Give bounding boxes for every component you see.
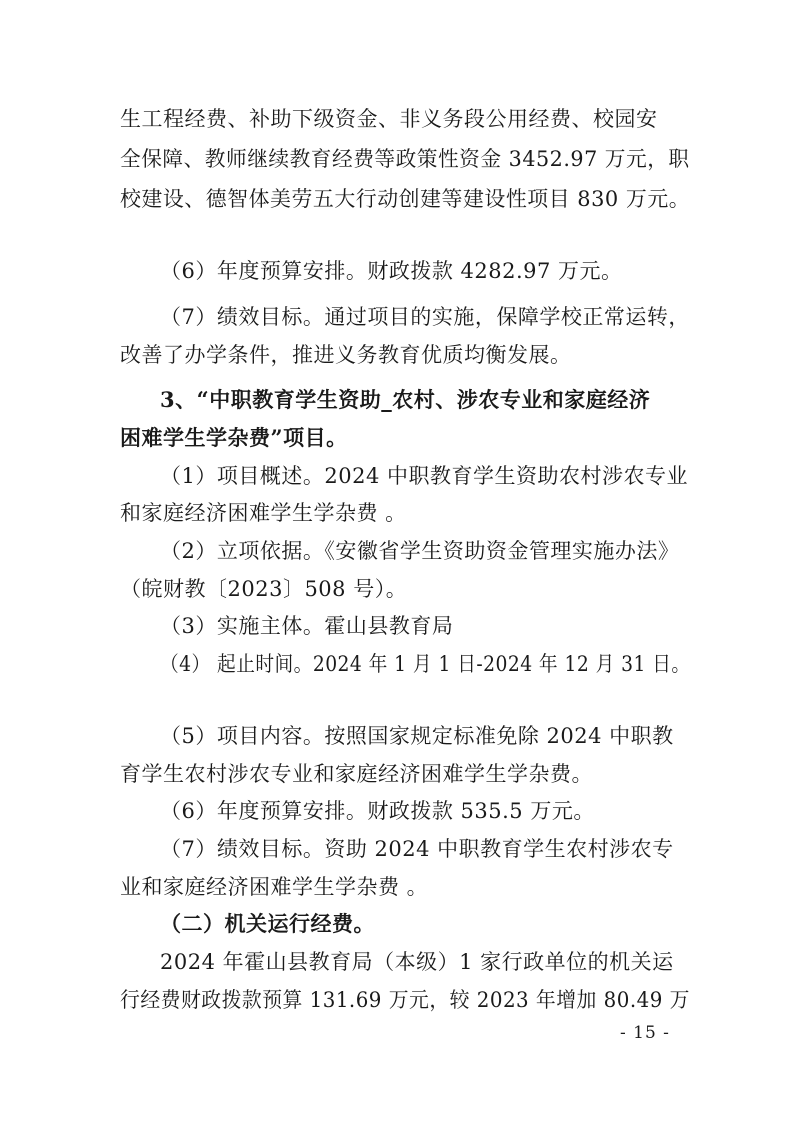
body-line: （6）年度预算安排。财政拨款 535.5 万元。 bbox=[160, 799, 595, 823]
body-line: （2）立项依据。《安徽省学生资助资金管理实施办法》 bbox=[160, 539, 680, 563]
body-line: 育学生农村涉农专业和家庭经济困难学生学杂费。 bbox=[120, 762, 593, 786]
body-line: （7）绩效目标。通过项目的实施，保障学校正常运转， bbox=[160, 305, 690, 329]
body-line: 业和家庭经济困难学生学杂费 。 bbox=[120, 875, 429, 899]
body-line: （6）年度预算安排。财政拨款 4282.97 万元。 bbox=[160, 259, 623, 283]
subsection-heading: （二）机关运行经费。 bbox=[160, 911, 375, 936]
body-line: （1）项目概述。2024 中职教育学生资助农村涉农专业 bbox=[160, 464, 688, 488]
section-heading: 3、“中职教育学生资助_农村、涉农专业和家庭经济 bbox=[160, 387, 651, 412]
body-line: 校建设、德智体美劳五大行动创建等建设性项目 830 万元。 bbox=[120, 187, 691, 211]
section-heading: 困难学生学杂费”项目。 bbox=[120, 425, 348, 450]
body-line: （皖财教〔2023〕508 号）。 bbox=[120, 577, 408, 601]
body-line: （4） 起止时间。2024 年 1 月 1 日-2024 年 12 月 31 日。 bbox=[160, 652, 691, 676]
page-number: - 15 - bbox=[620, 1023, 670, 1043]
body-line: （7）绩效目标。资助 2024 中职教育学生农村涉农专 bbox=[160, 837, 674, 861]
body-line: 行经费财政拨款预算 131.69 万元，较 2023 年增加 80.49 万 bbox=[120, 988, 690, 1012]
body-line: 2024 年霍山县教育局（本级）1 家行政单位的机关运 bbox=[160, 950, 674, 974]
body-line: 生工程经费、补助下级资金、非义务段公用经费、校园安 bbox=[120, 107, 658, 131]
body-line: 改善了办学条件，推进义务教育优质均衡发展。 bbox=[120, 343, 572, 367]
body-line: 全保障、教师继续教育经费等政策性资金 3452.97 万元，职 bbox=[120, 147, 690, 171]
body-line: 和家庭经济困难学生学杂费 。 bbox=[120, 501, 407, 525]
body-line: （3）实施主体。霍山县教育局 bbox=[160, 614, 454, 638]
body-line: （5）项目内容。按照国家规定标准免除 2024 中职教 bbox=[160, 724, 674, 748]
